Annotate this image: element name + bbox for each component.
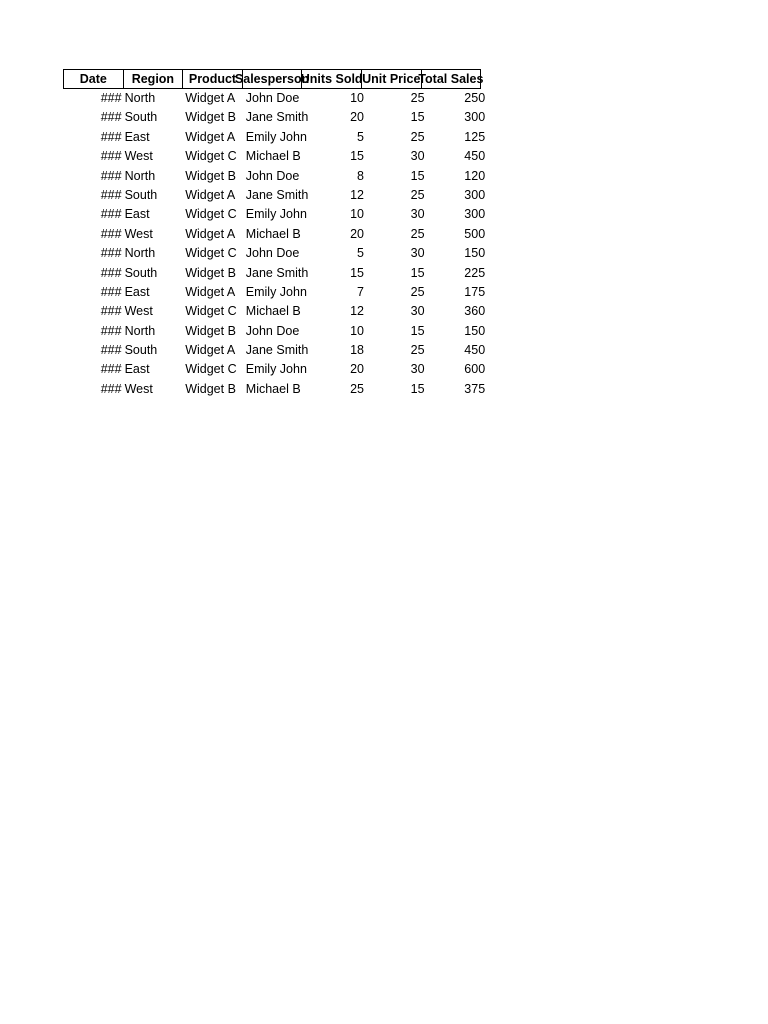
cell-total-sales[interactable]: 450 [464,343,486,358]
cell-units-sold[interactable]: 8 [357,168,364,183]
cell-total-sales[interactable]: 300 [464,187,486,202]
cell-region[interactable]: South [124,343,158,358]
cell-units-sold[interactable]: 5 [357,129,364,144]
table-row [63,225,487,244]
cell-product[interactable]: Widget C [185,246,237,261]
cell-date[interactable]: ### [100,91,122,105]
cell-total-sales[interactable]: 300 [464,110,486,125]
cell-total-sales[interactable]: 125 [464,129,486,144]
cell-date[interactable]: ### [100,362,122,377]
cell-region[interactable]: West [124,226,153,241]
cell-total-sales[interactable]: 150 [464,323,486,338]
cell-units-sold[interactable]: 15 [350,265,364,280]
cell-unit-price[interactable]: 25 [410,226,425,241]
cell-product[interactable]: Widget A [185,187,236,202]
cell-date[interactable]: ### [100,149,122,164]
table-row [63,147,487,166]
cell-product[interactable]: Widget A [185,343,236,358]
table-row [63,360,487,379]
cell-total-sales[interactable]: 300 [464,207,486,222]
cell-date[interactable]: ### [100,343,122,358]
cell-salesperson[interactable]: John Doe [245,91,300,105]
cell-salesperson[interactable]: John Doe [245,246,300,261]
cell-date[interactable]: ### [100,265,122,280]
cell-salesperson[interactable]: Jane Smith [245,187,309,202]
cell-units-sold[interactable]: 15 [350,149,364,164]
cell-date[interactable]: ### [100,304,122,319]
table-row [63,302,487,321]
cell-units-sold[interactable]: 10 [350,207,364,222]
cell-salesperson[interactable]: Michael B [245,149,301,164]
cell-unit-price[interactable]: 15 [410,168,425,183]
header-row [63,69,487,89]
cell-unit-price[interactable]: 15 [410,381,425,396]
cell-region[interactable]: South [124,265,158,280]
cell-product[interactable]: Widget A [185,91,236,105]
table-row [63,128,487,147]
cell-units-sold[interactable]: 5 [357,246,364,261]
cell-unit-price[interactable]: 30 [410,304,425,319]
cell-salesperson[interactable]: Michael B [245,381,301,396]
cell-date[interactable]: ### [100,246,122,261]
cell-salesperson[interactable]: Jane Smith [245,110,309,125]
table-row [63,264,487,283]
cell-region[interactable]: North [124,323,156,338]
cell-region[interactable]: West [124,149,153,164]
cell-date[interactable]: ### [100,187,122,202]
cell-unit-price[interactable]: 15 [410,323,425,338]
cell-product[interactable]: Widget C [185,207,237,222]
cell-salesperson[interactable]: John Doe [245,323,300,338]
cell-product[interactable]: Widget A [185,129,236,144]
cell-product[interactable]: Widget B [185,323,236,338]
cell-unit-price[interactable]: 25 [410,129,425,144]
cell-units-sold[interactable]: 20 [350,226,364,241]
cell-date[interactable]: ### [100,207,122,222]
cell-product[interactable]: Widget B [185,110,236,125]
cell-region[interactable]: West [124,304,153,319]
table-row [63,283,487,302]
cell-salesperson[interactable]: Emily John [245,284,307,299]
cell-unit-price[interactable]: 25 [410,187,425,202]
cell-region[interactable]: East [124,362,150,377]
table-row [63,167,487,186]
cell-unit-price[interactable]: 25 [410,91,425,105]
cell-product[interactable]: Widget B [185,265,236,280]
cell-salesperson[interactable]: Michael B [245,226,301,241]
cell-total-sales[interactable]: 500 [464,226,486,241]
cell-salesperson[interactable]: Jane Smith [245,343,309,358]
cell-unit-price[interactable]: 30 [410,246,425,261]
cell-product[interactable]: Widget C [185,362,237,377]
cell-units-sold[interactable]: 20 [350,110,364,125]
cell-total-sales[interactable]: 225 [464,265,486,280]
cell-unit-price[interactable]: 15 [410,265,425,280]
cell-unit-price[interactable]: 30 [410,149,425,164]
cell-date[interactable]: ### [100,381,122,396]
cell-product[interactable]: Widget A [185,284,236,299]
cell-total-sales[interactable]: 450 [464,149,486,164]
cell-unit-price[interactable]: 25 [410,284,425,299]
cell-product[interactable]: Widget A [185,226,236,241]
cell-units-sold[interactable]: 10 [350,323,364,338]
table-row [63,244,487,263]
cell-date[interactable]: ### [100,226,122,241]
cell-date[interactable]: ### [100,168,122,183]
header-region[interactable]: Region [123,69,184,89]
cell-date[interactable]: ### [100,110,122,125]
cell-units-sold[interactable]: 18 [350,343,364,358]
cell-region[interactable]: West [124,381,153,396]
cell-salesperson[interactable]: Emily John [245,207,307,222]
table-row [63,89,487,108]
cell-date[interactable]: ### [100,323,122,338]
table-row [63,186,487,205]
header-date[interactable]: Date [63,69,124,89]
table-row [63,205,487,224]
cell-units-sold[interactable]: 20 [350,362,364,377]
cell-product[interactable]: Widget B [185,381,236,396]
cell-total-sales[interactable]: 120 [464,168,486,183]
cell-unit-price[interactable]: 25 [410,343,425,358]
cell-units-sold[interactable]: 7 [357,284,364,299]
cell-region[interactable]: North [124,246,156,261]
header-salesperson[interactable]: Salesperson [242,69,303,89]
header-units-sold[interactable]: Units Sold [301,69,362,89]
cell-salesperson[interactable]: Emily John [245,129,307,144]
table-row [63,380,487,399]
cell-region[interactable]: East [124,284,150,299]
cell-total-sales[interactable]: 150 [464,246,486,261]
spreadsheet-table [63,69,487,399]
cell-salesperson[interactable]: Emily John [245,362,307,377]
table-row [63,322,487,341]
cell-salesperson[interactable]: Michael B [245,304,301,319]
cell-total-sales[interactable]: 375 [464,381,486,396]
cell-region[interactable]: East [124,207,150,222]
cell-total-sales[interactable]: 250 [464,91,486,105]
cell-date[interactable]: ### [100,129,122,144]
cell-unit-price[interactable]: 30 [410,362,425,377]
cell-unit-price[interactable]: 30 [410,207,425,222]
cell-region[interactable]: East [124,129,150,144]
cell-region[interactable]: North [124,91,156,105]
cell-total-sales[interactable]: 360 [464,304,486,319]
cell-units-sold[interactable]: 12 [350,187,364,202]
cell-unit-price[interactable]: 15 [410,110,425,125]
table-body [63,89,487,399]
cell-product[interactable]: Widget C [185,304,237,319]
cell-units-sold[interactable]: 12 [350,304,364,319]
cell-total-sales[interactable]: 175 [464,284,486,299]
cell-product[interactable]: Widget C [185,149,237,164]
header-total-sales[interactable]: Total Sales [421,69,482,89]
cell-product[interactable]: Widget B [185,168,236,183]
header-unit-price[interactable]: Unit Price [361,69,422,89]
header-product[interactable]: Product [182,69,243,89]
table-row [63,341,487,360]
table-row [63,108,487,127]
cell-salesperson[interactable]: John Doe [245,168,300,183]
cell-units-sold[interactable]: 10 [350,91,364,105]
cell-region[interactable]: South [124,187,158,202]
cell-region[interactable]: South [124,110,158,125]
cell-date[interactable]: ### [100,284,122,299]
cell-region[interactable]: North [124,168,156,183]
cell-total-sales[interactable]: 600 [464,362,486,377]
cell-units-sold[interactable]: 25 [350,381,364,396]
cell-salesperson[interactable]: Jane Smith [245,265,309,280]
